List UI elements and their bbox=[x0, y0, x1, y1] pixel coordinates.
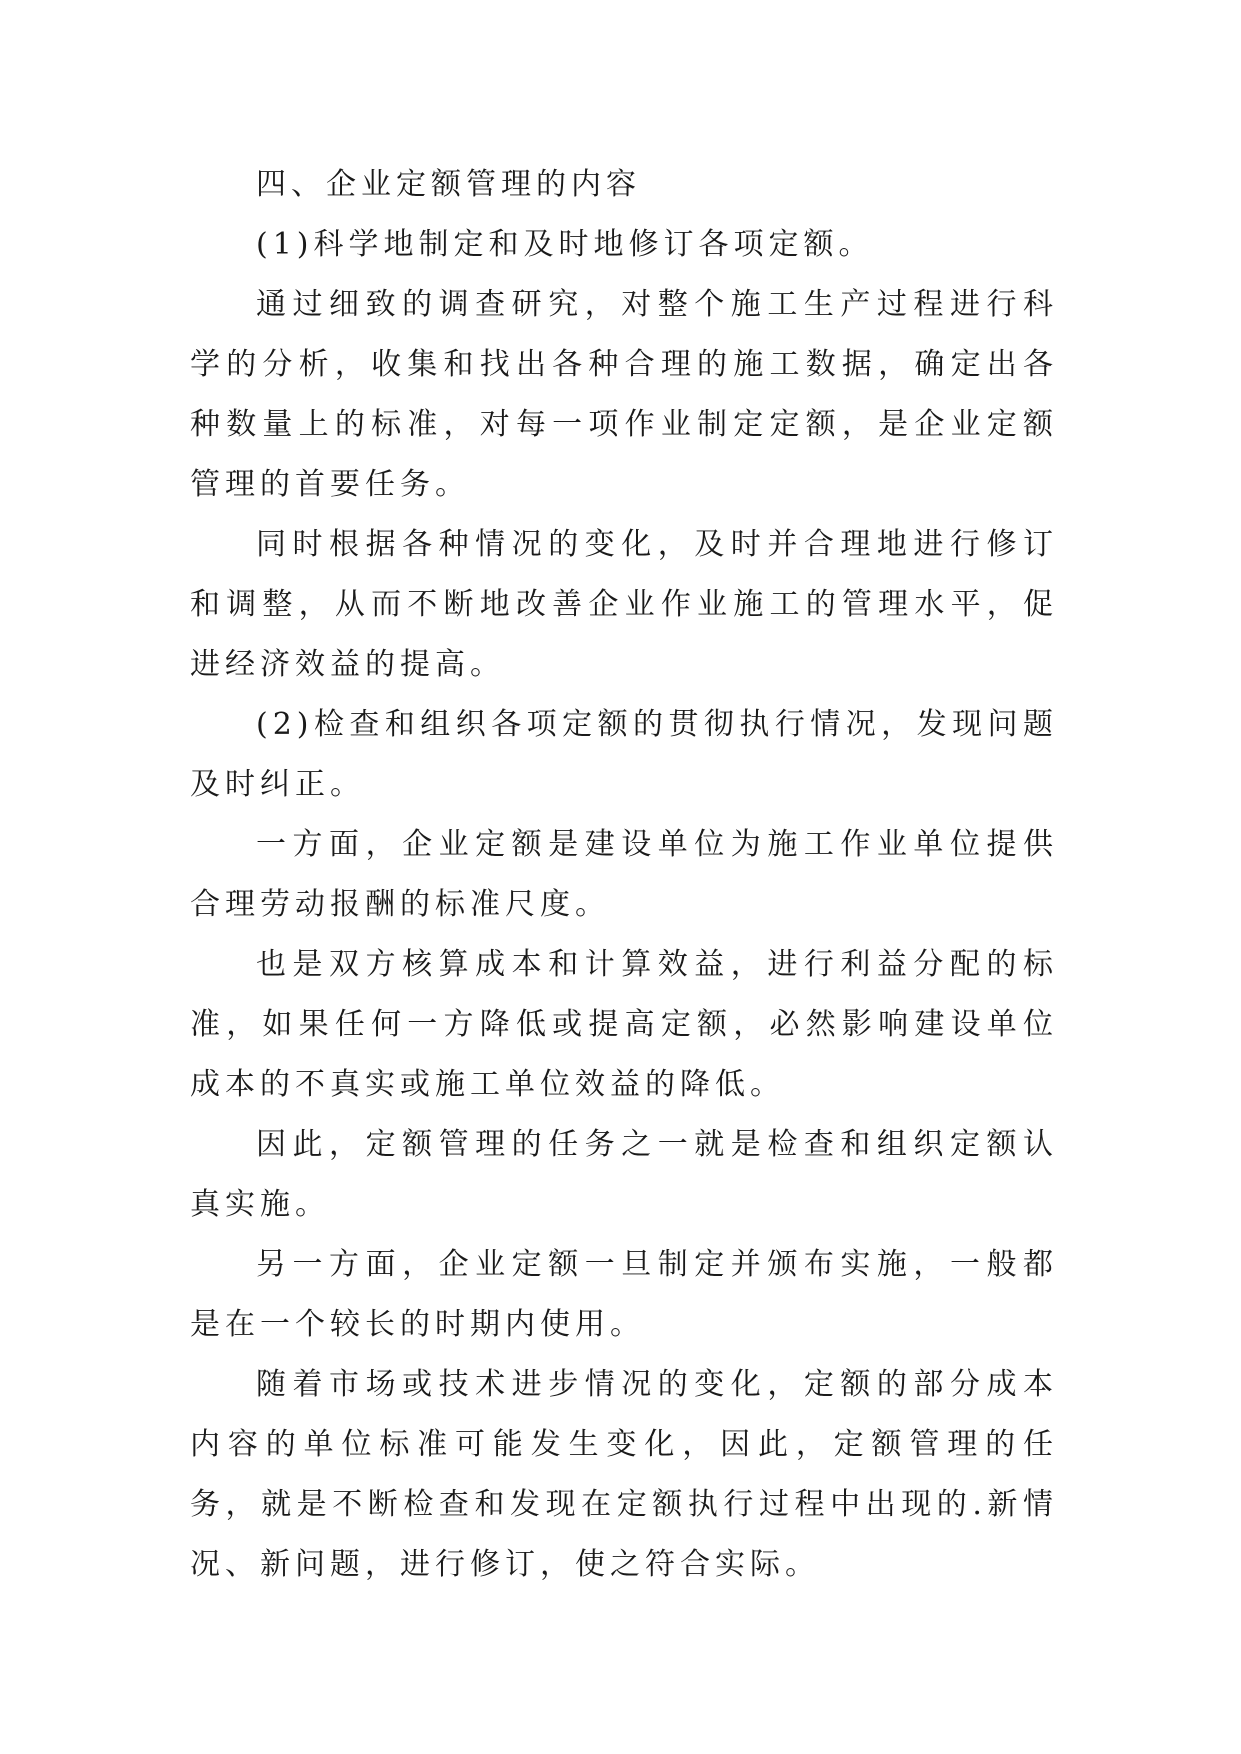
paragraph: 一方面，企业定额是建设单位为施工作业单位提供合理劳动报酬的标准尺度。 bbox=[190, 827, 1058, 922]
paragraph: 同时根据各种情况的变化，及时并合理地进行修订和调整，从而不断地改善企业作业施工的管理水平，促进经济效益的提高。 bbox=[190, 527, 1058, 682]
paragraph: 通过细致的调查研究，对整个施工生产过程进行科学的分析，收集和找出各种合理的施工数据，确定出各种数量上的标准，对每一项作业制定定额，是企业定额管理的首要任务。 bbox=[190, 287, 1058, 502]
paragraph: 也是双方核算成本和计算效益，进行利益分配的标准，如果任何一方降低或提高定额，必然影响建设单位成本的不真实或施工单位效益的降低。 bbox=[190, 947, 1058, 1102]
subheading-2: (2)检查和组织各项定额的贯彻执行情况，发现问题及时纠正。 bbox=[190, 707, 1058, 802]
paragraph: 随着市场或技术进步情况的变化，定额的部分成本内容的单位标准可能发生变化，因此，定额管理的任务，就是不断检查和发现在定额执行过程中出现的.新情况、新问题，进行修订，使之符合实际。 bbox=[190, 1367, 1058, 1582]
document-body bbox=[190, 155, 1058, 1595]
section-heading: 四、企业定额管理的内容 bbox=[256, 167, 641, 202]
subheading-1: (1)科学地制定和及时地修订各项定额。 bbox=[256, 227, 874, 262]
paragraph: 另一方面，企业定额一旦制定并颁布实施，一般都是在一个较长的时期内使用。 bbox=[190, 1247, 1058, 1342]
paragraph: 因此，定额管理的任务之一就是检查和组织定额认真实施。 bbox=[190, 1127, 1058, 1222]
